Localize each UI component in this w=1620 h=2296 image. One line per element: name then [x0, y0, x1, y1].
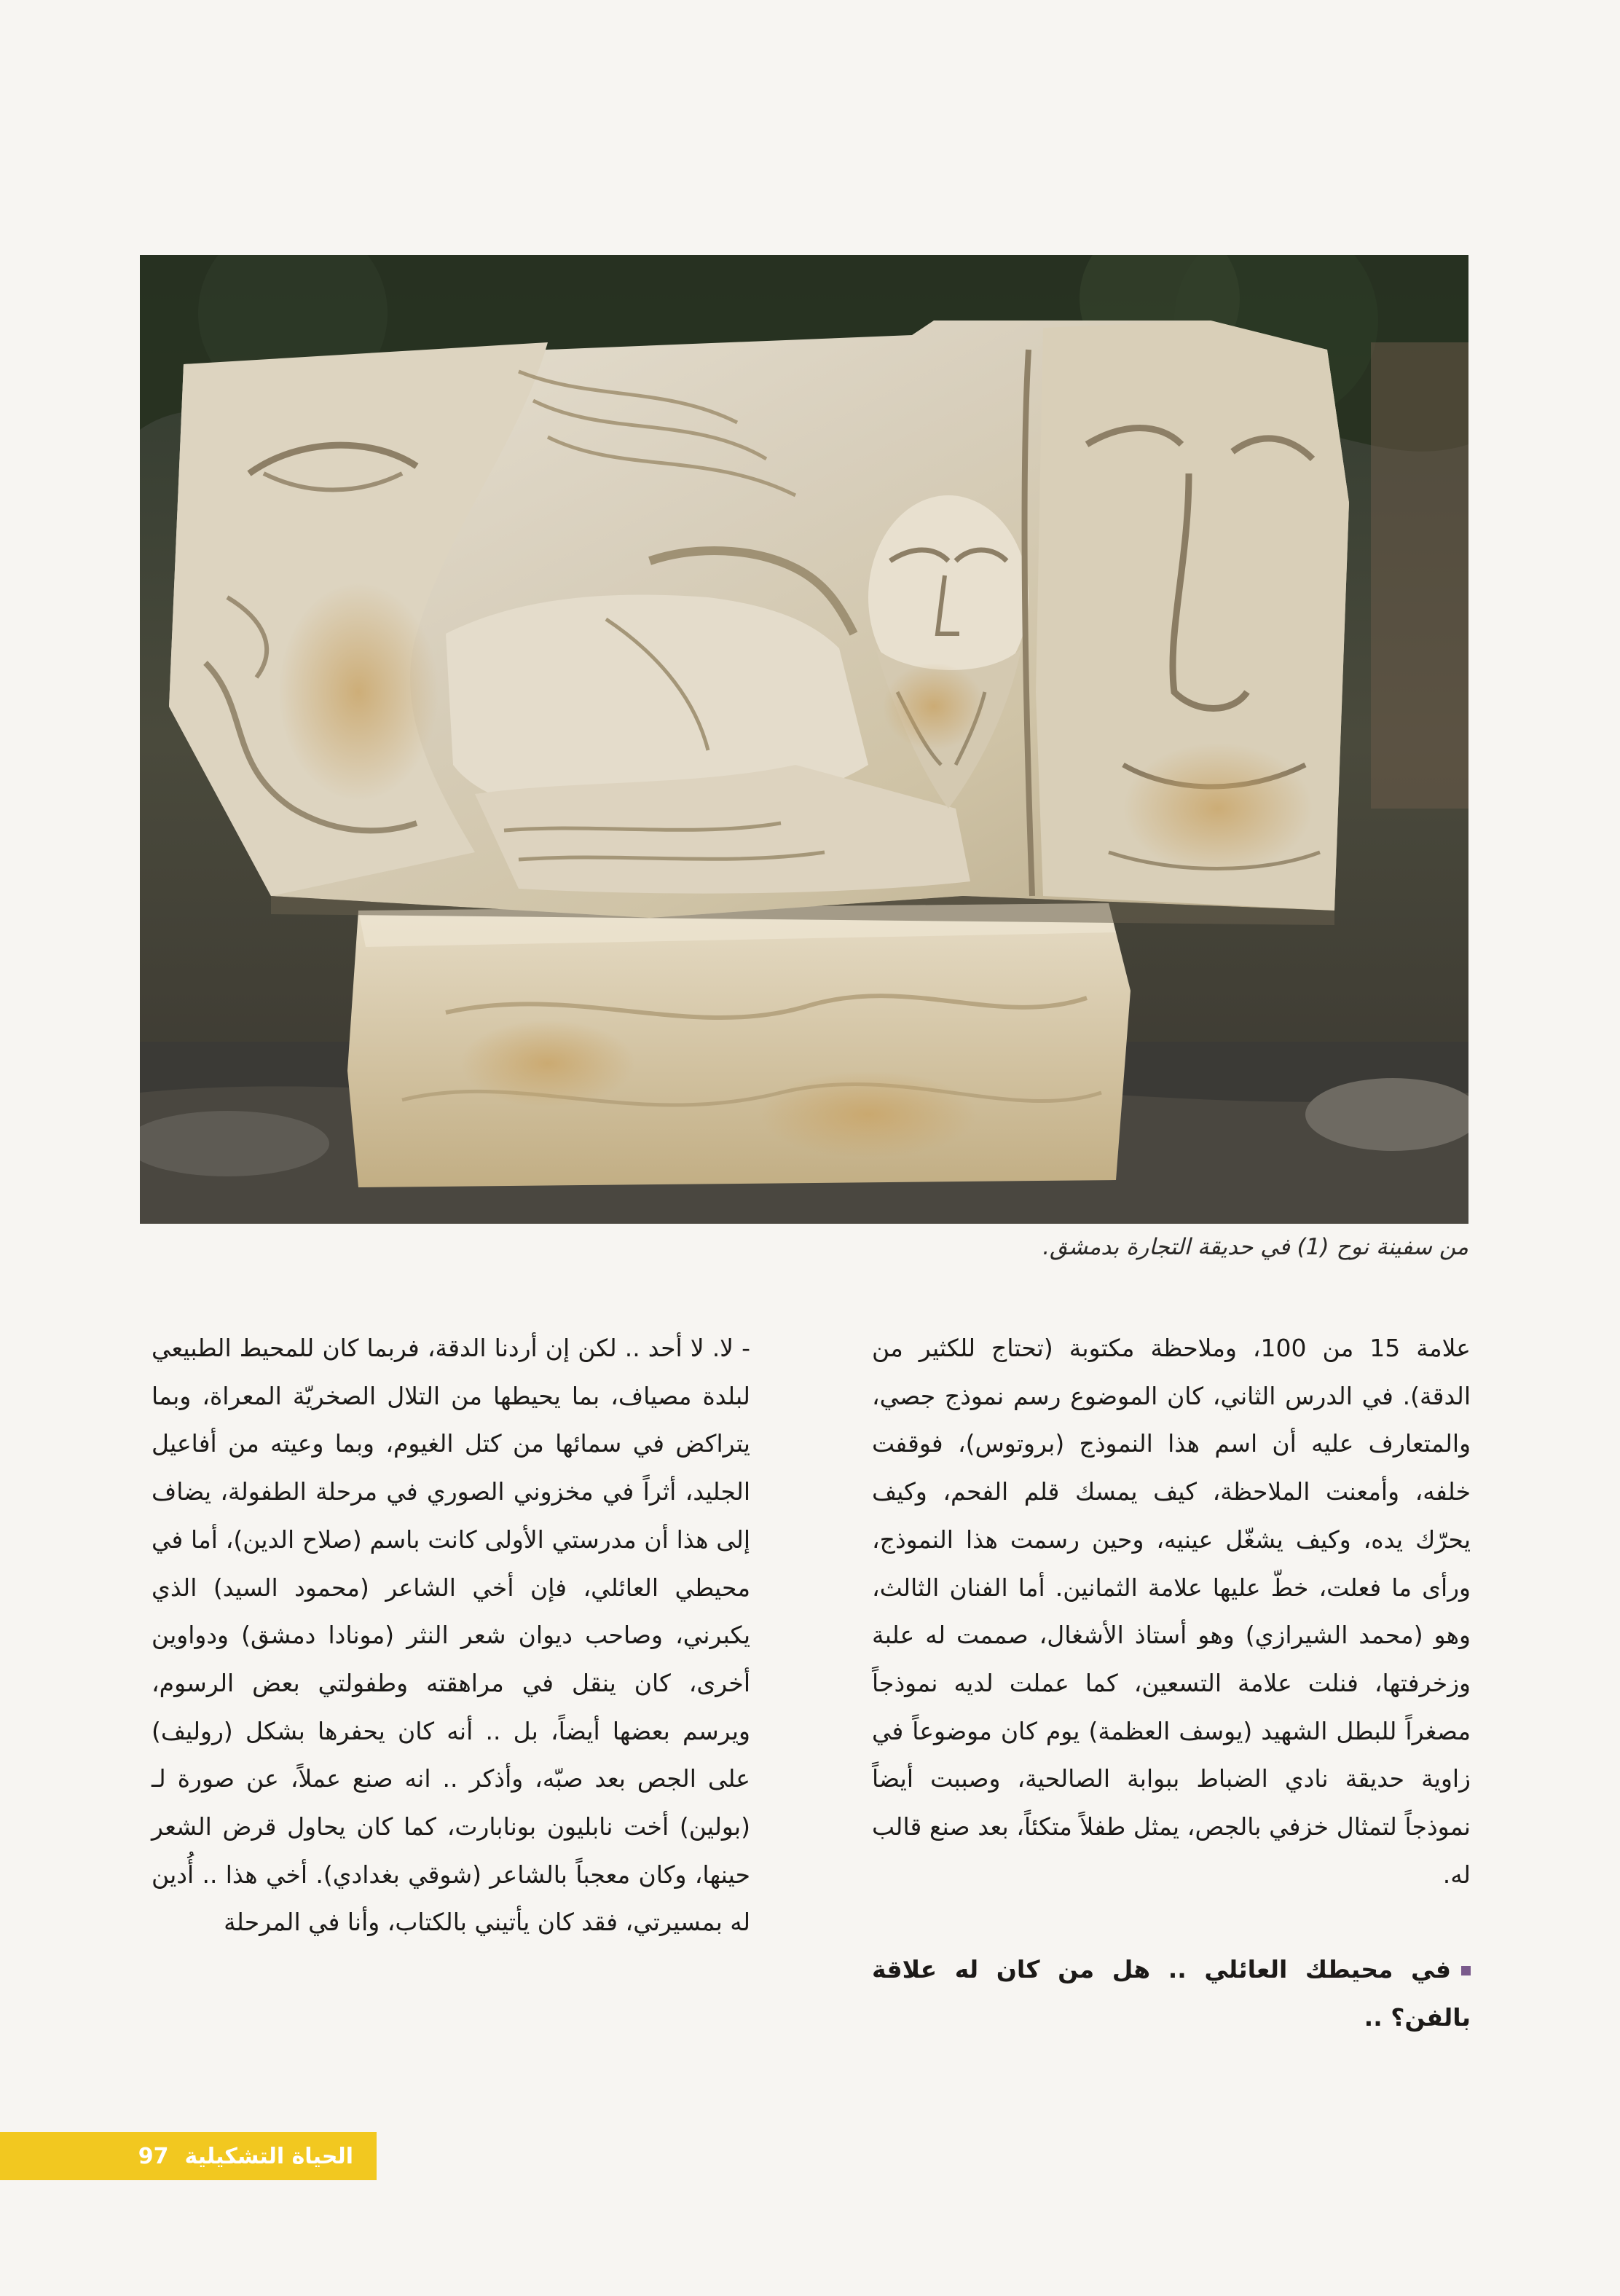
article-paragraph: علامة 15 من 100، وملاحظة مكتوبة (تحتاج للكثير من الدقة). في الدرس الثاني، كان الموضوع رسم نموذج جصي، والمتعارف عليه أن اسم هذا النموذج (بروتوس)، فوقفت خلفه، وأمعنت الملاحظة، كيف يمسك قلم الفحم، وكيف يحرّك يده، وكيف يشغّل عينيه، وحين رسمت هذا النموذج، ورأى ما فعلت، خطّ عليها علامة الثمانين. أما الفنان الثالث، وهو (محمد الشيرازي) وهو أستاذ الأشغال، صممت له علبة وزخرفتها، فنلت علامة التسعين، كما عملت لديه نموذجاً مصغراً للبطل الشهيد (يوسف العظمة) يوم كان موضوعاً في زاوية حديقة نادي الضباط ببوابة الصالحية، وصببت أيضاً نموذجاً لتمثال خزفي بالجص، يمثل طفلاً متكئاً، بعد صنع قالب له. [872, 1334, 1471, 1889]
page-number: 97 [138, 2143, 169, 2169]
sculpture-photo [140, 255, 1468, 1224]
interview-question [872, 1946, 1471, 2041]
article-column-left [152, 1324, 750, 1946]
article-paragraph: - لا. لا أحد .. لكن إن أردنا الدقة، فربما كان للمحيط الطبيعي لبلدة مصياف، بما يحيطها من التلال الصخريّة المعراة، وبما يتراكض في سمائها من كتل الغيوم، وبما وعيته من أفاعيل الجليد، أثراً في مخزوني الصوري في مرحلة الطفولة، يضاف إلى هذا أن مدرستي الأولى كانت باسم (صلاح الدين)، أما في محيطي العائلي، فإن أخي الشاعر (محمود السيد) الذي يكبرني، وصاحب ديوان شعر النثر (مونادا دمشق) ودواوين أخرى، كان ينقل في مراهقته وطفولتي بعض الرسوم، ويرسم بعضها أيضاً، بل .. أنه كان يحفرها بشكل (روليف) على الجص بعد صبّه، وأذكر .. انه صنع عملاً، عن صورة لـ (بولين) أخت نابليون بونابارت، كما كان يحاول قرض الشعر حينها، وكان معجباً بالشاعر (شوقي بغدادي). أخي هذا .. أُدين له بمسيرتي، فقد كان يأتيني بالكتاب، وأنا في المرحلة [152, 1334, 750, 1937]
photo-caption: من سفينة نوح (1) في حديقة التجارة بدمشق. [1042, 1234, 1468, 1260]
question-text: في محيطك العائلي .. هل من كان له علاقة بالفن؟ .. [872, 1955, 1471, 2032]
footer-band [0, 2132, 377, 2180]
sculpture-illustration [140, 255, 1468, 1224]
footer-content [138, 2132, 353, 2180]
magazine-title: الحياة التشكيلية [184, 2143, 353, 2169]
question-bullet-icon [1461, 1966, 1471, 1975]
article-column-right [872, 1324, 1471, 2042]
